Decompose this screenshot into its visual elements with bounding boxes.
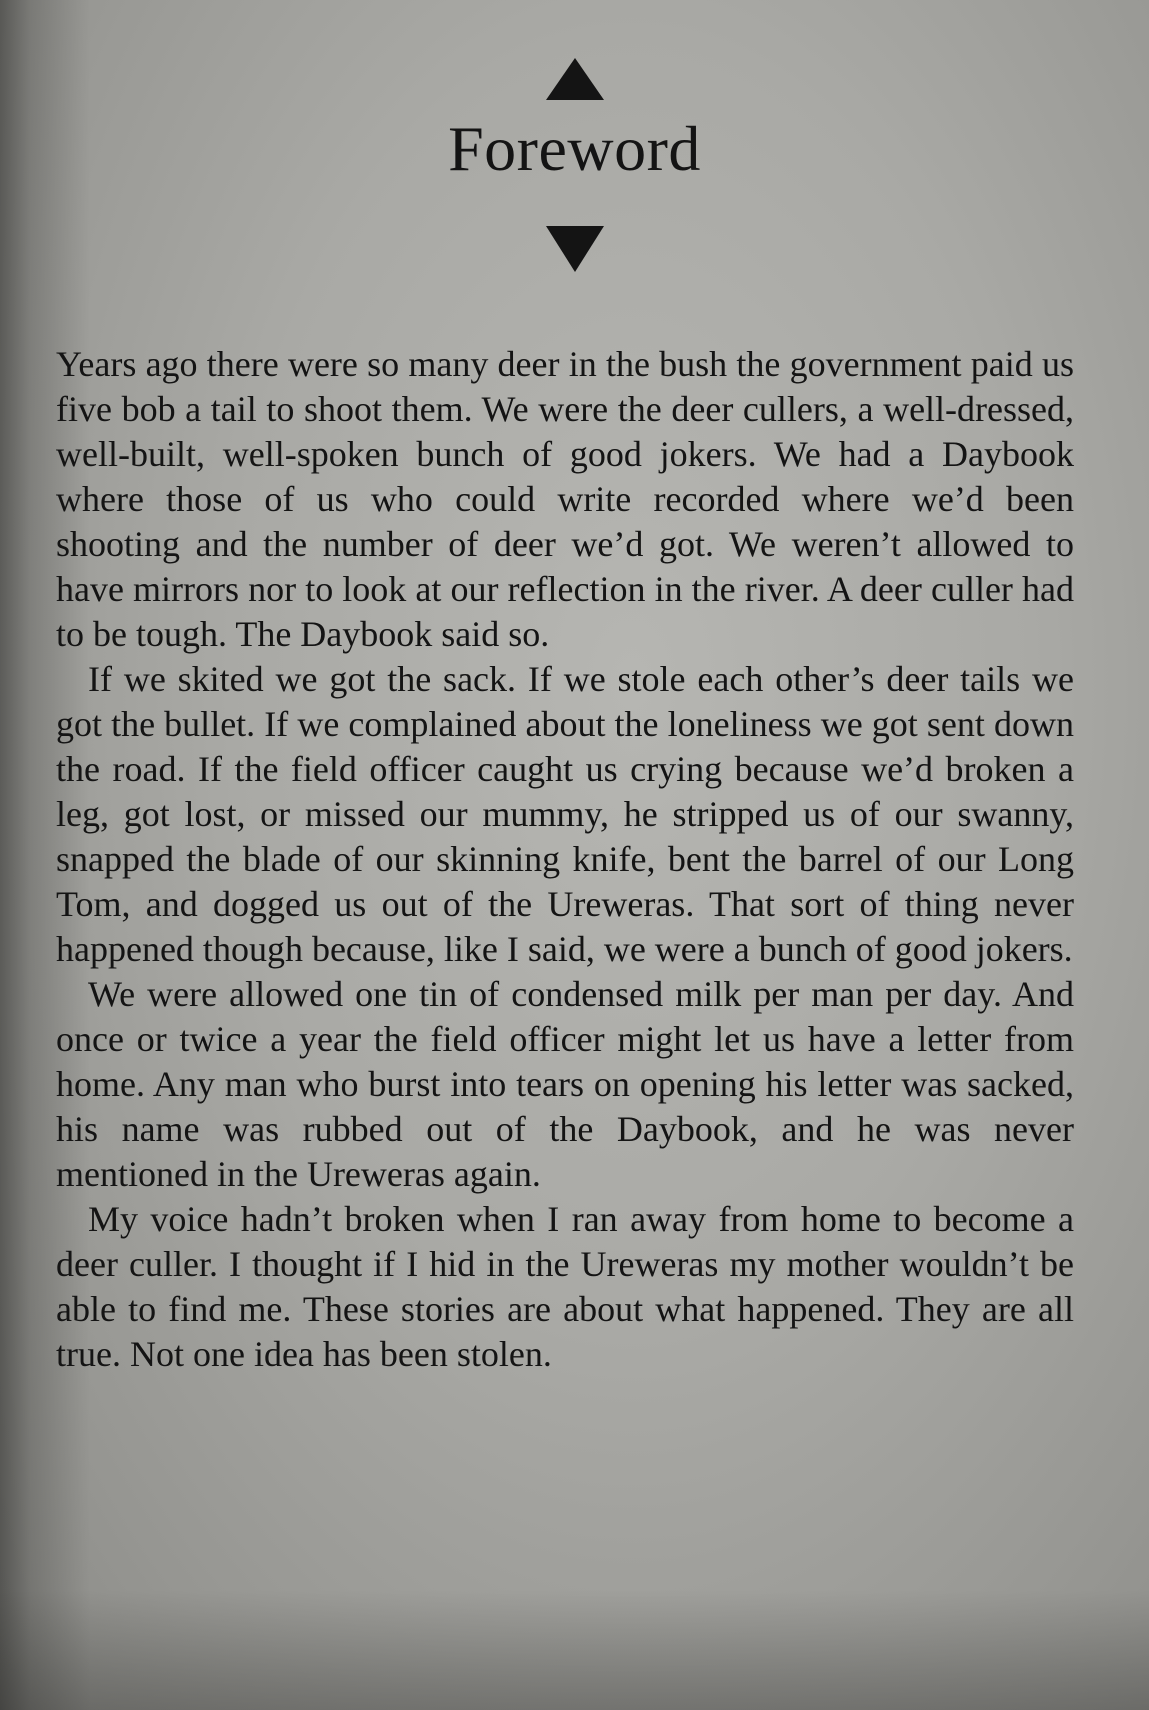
paragraph-1: Years ago there were so many deer in the bush the government paid us five bob a tail to shoot them. We were the deer cullers, a well-dressed, well-built, well-spoken bunch of good jokers. We had a Daybook where those of us who could write recorded where we’d been shooting and the number of deer we’d got. We weren’t allowed to have mirrors nor to look at our reflection in the river. A deer culler had to be tough. The Daybook said so. (56, 344, 1074, 654)
paragraph-2: If we skited we got the sack. If we stole each other’s deer tails we got the bullet. If we complained about the loneliness we got sent down the road. If the field officer caught us crying because we’d broken a leg, got lost, or missed our mummy, he stripped us of our swanny, snapped the blade of our skinning knife, bent the barrel of our Long Tom, and dogged us out of the Ureweras. That sort of thing never happened though because, like I said, we were a bunch of good jokers. (56, 659, 1074, 969)
triangle-down-icon (546, 226, 604, 272)
triangle-up-icon (546, 58, 604, 100)
page-title: Foreword (448, 113, 701, 184)
ornament-bottom (0, 226, 1149, 272)
paragraph-4: My voice hadn’t broken when I ran away from home to become a deer culler. I thought if I hid in the Ureweras my mother wouldn’t be able to find me. These stories are about what happened. They are all true. Not one idea has been stolen. (56, 1199, 1074, 1374)
paragraph-3: We were allowed one tin of condensed milk per man per day. And once or twice a year the field officer might let us have a letter from home. Any man who burst into tears on opening his letter was sacked, his name was rubbed out of the Daybook, and he was never mentioned in the Ureweras again. (56, 974, 1074, 1194)
foreword-body (56, 342, 1074, 1377)
ornament-top (0, 58, 1149, 100)
page-shadow (0, 1590, 1149, 1710)
